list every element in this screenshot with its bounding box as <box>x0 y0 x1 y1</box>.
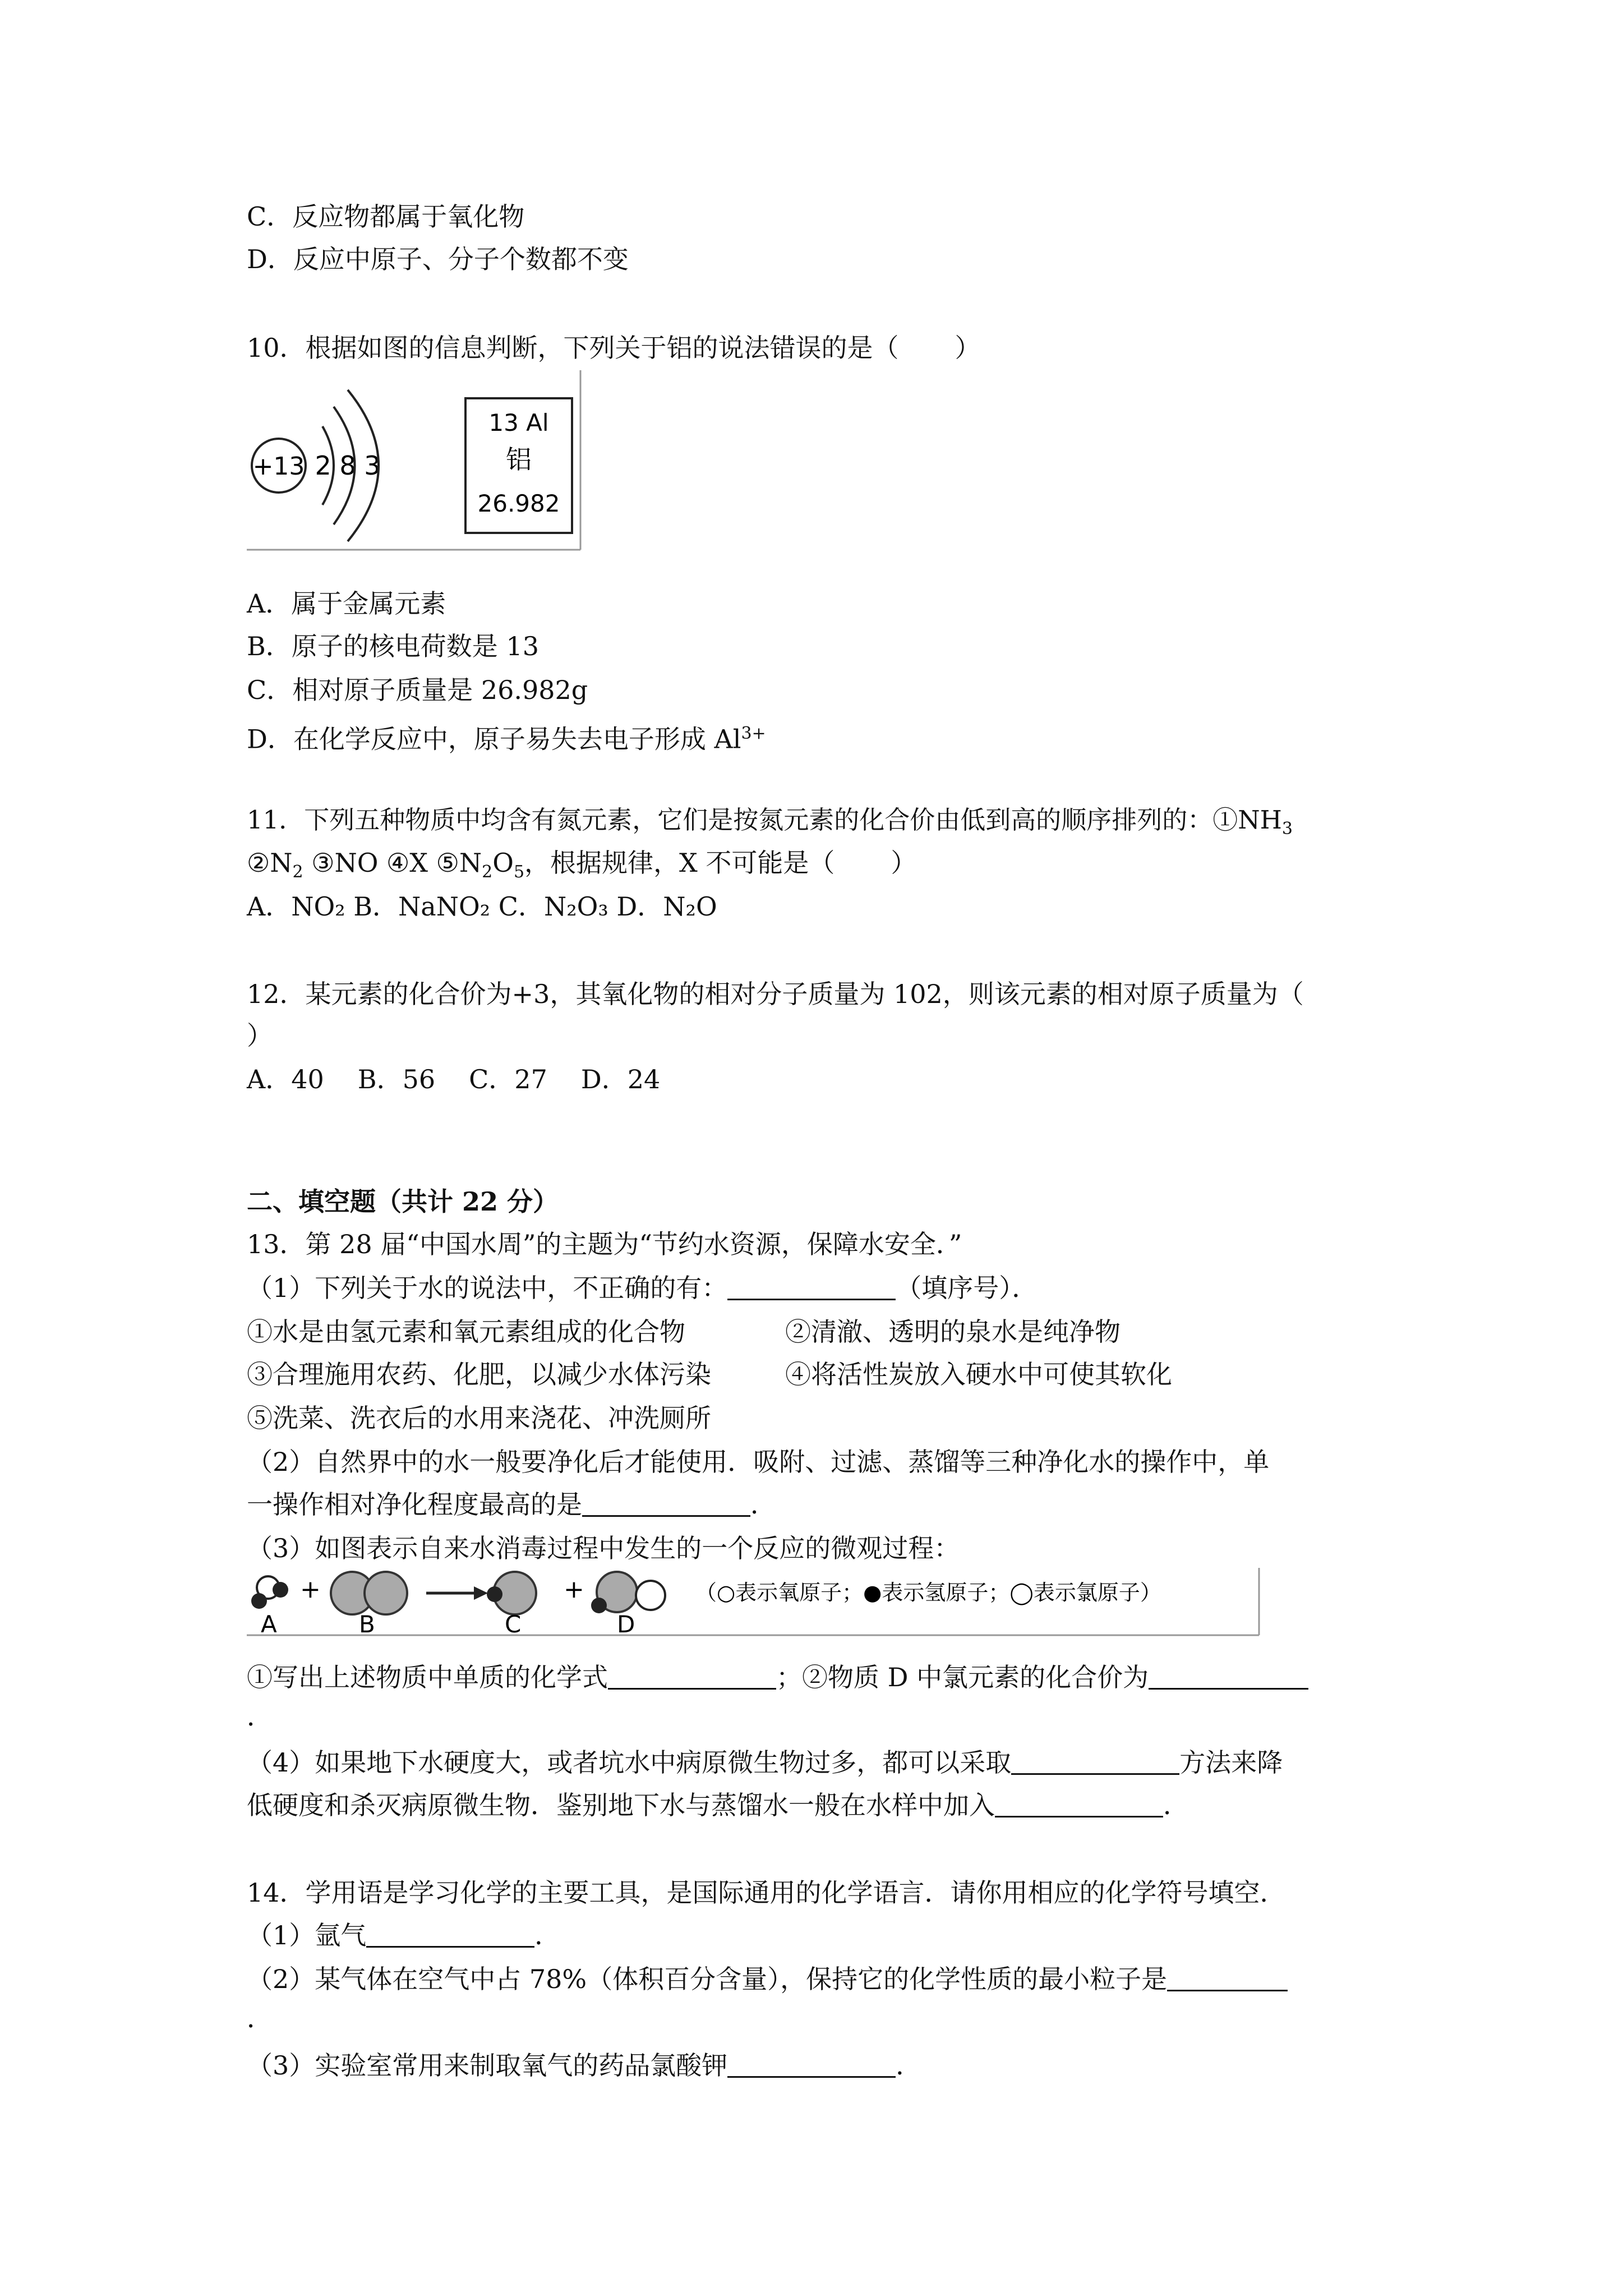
q13-items-row2 <box>247 1358 1172 1391</box>
q10-option-c: C．相对原子质量是 26.982g <box>247 675 588 705</box>
aluminum-atom-diagram <box>247 365 583 555</box>
q13-stem: 13．第 28 届“中国水周”的主题为“节约水资源，保障水安全．” <box>247 1229 962 1259</box>
q13-part4-line1: （4）如果地下水硬度大，或者坑水中病原微生物过多，都可以采取 方法来降 <box>247 1747 1283 1778</box>
q10-option-d: D．在化学反应中，原子易失去电子形成 $Al^{3+}$ <box>247 724 766 754</box>
svg-text:+: + <box>564 1575 584 1604</box>
q14-part1: （1）氩气 ． <box>247 1920 561 1950</box>
label-a: A <box>261 1611 277 1638</box>
shell-numbers: 2 8 3 <box>315 450 381 481</box>
reaction-micro-diagram <box>247 1565 1262 1638</box>
section-title: 二、填空题（共计 22 分） <box>247 1186 559 1217</box>
q13-part1: （1）下列关于水的说法中，不正确的有： （填序号）． <box>247 1273 1038 1303</box>
q14-part2-end: ． <box>247 2003 273 2033</box>
q14-part2: （2）某气体在空气中占 78%（体积百分含量），保持它的化学性质的最小粒子是 <box>247 1962 1288 1996</box>
element-name: 铝 <box>506 444 532 475</box>
reaction-figure <box>247 1565 1262 1638</box>
q12-option-d: D．24 <box>580 1064 661 1094</box>
nucleus-label: +13 <box>252 452 305 481</box>
q13-part3-question: ①写出上述物质中单质的化学式 ；②物质 D 中氯元素的化合价为 <box>247 1660 1308 1694</box>
q12-stem-line1: 12．某元素的化合价为+3，其氧化物的相对分子质量为 102，则该元素的相对原子质量为（ <box>247 979 1304 1009</box>
q13-blank1[interactable] <box>727 1274 896 1300</box>
q13-part2-line1: （2）自然界中的水一般要净化后才能使用．吸附、过滤、蒸馏等三种净化水的操作中，单 <box>247 1447 1270 1477</box>
element-mass: 26.982 <box>477 490 560 517</box>
q10-stem: 10．根据如图的信息判断，下列关于铝的说法错误的是（ ） <box>247 333 981 363</box>
q13-blank3[interactable] <box>608 1663 776 1690</box>
q14-part3: （3）实验室常用来制取氧气的药品氯酸钾 ． <box>247 2050 922 2081</box>
q11-stem-line2: $②N_2$ ③NO ④X $⑤N_2O_5$，根据规律，X 不可能是（ ） <box>247 848 917 882</box>
q13-item2: ②清澈、透明的泉水是纯净物 <box>785 1317 1121 1347</box>
q12-stem-line2: ） <box>247 1020 273 1051</box>
q13-item4: ④将活性炭放入硬水中可使其软化 <box>785 1359 1172 1389</box>
svg-text:+: + <box>300 1575 321 1604</box>
q12-option-c: C．27 <box>469 1064 547 1094</box>
label-d: D <box>617 1611 635 1638</box>
q10-option-b: B．原子的核电荷数是 13 <box>247 631 539 661</box>
label-c: C <box>505 1611 522 1638</box>
q13-item3: ③合理施用农药、化肥，以减少水体污染 <box>247 1359 711 1389</box>
q11-options: A．NO₂ B．NaNO₂ C．N₂O₃ D．N₂O <box>247 891 717 922</box>
q13-blank6[interactable] <box>995 1791 1163 1818</box>
q12-option-a: A．40 <box>247 1064 324 1094</box>
q14-stem: 14．学用语是学习化学的主要工具，是国际通用的化学语言．请你用相应的化学符号填空． <box>247 1878 1286 1908</box>
q13-blank5[interactable] <box>1011 1749 1179 1775</box>
q11-stem-line1: 11．下列五种物质中均含有氮元素，它们是按氮元素的化合价由低到高的顺序排列的：$①NH_3$ <box>247 805 1293 839</box>
q9-option-c: C．反应物都属于氧化物 <box>247 201 525 232</box>
q13-part4-line2: 低硬度和杀灭病原微生物．鉴别地下水与蒸馏水一般在水样中加入 ． <box>247 1790 1189 1820</box>
q13-items-row1 <box>247 1315 1121 1349</box>
q14-blank2[interactable] <box>1167 1965 1288 1991</box>
q12-options <box>247 1062 694 1096</box>
reaction-legend: （○表示氧原子；●表示氢原子；◯表示氯原子） <box>695 1580 1161 1605</box>
aluminum-figure <box>247 365 583 555</box>
q14-blank3[interactable] <box>727 2051 896 2078</box>
element-number-symbol: 13 Al <box>488 409 549 436</box>
q9-option-d: D．反应中原子、分子个数都不变 <box>247 244 629 274</box>
q14-blank1[interactable] <box>366 1921 534 1948</box>
q13-part3-end: ． <box>247 1701 273 1732</box>
q12-option-b: B．56 <box>357 1064 436 1094</box>
q10-option-a: A．属于金属元素 <box>247 588 446 619</box>
q13-item1: ①水是由氢元素和氧元素组成的化合物 <box>247 1317 685 1347</box>
q13-blank2[interactable] <box>582 1490 750 1517</box>
q13-blank4[interactable] <box>1149 1663 1308 1690</box>
label-b: B <box>359 1611 375 1638</box>
q13-item5: ⑤洗菜、洗衣后的水用来浇花、冲洗厕所 <box>247 1403 711 1433</box>
q13-part3: （3）如图表示自来水消毒过程中发生的一个反应的微观过程： <box>247 1533 960 1563</box>
q13-part2-line2: 一操作相对净化程度最高的是 ． <box>247 1489 776 1520</box>
